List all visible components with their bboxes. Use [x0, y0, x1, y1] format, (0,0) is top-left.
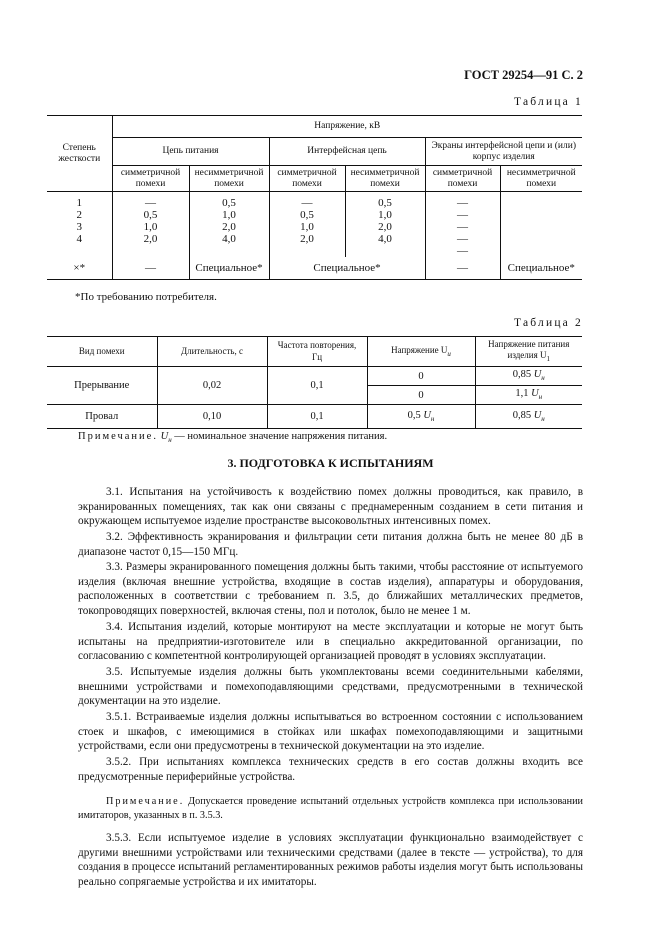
- paragraph-3-2: 3.2. Эффективность экранирования и фильтрации сети питания должна быть не менее 80 дБ в диапазоне частот 0,15—150 МГц.: [78, 531, 583, 558]
- interface-asym: несимметричной помехи: [345, 166, 425, 192]
- table1: [47, 115, 582, 280]
- cell: [112, 245, 189, 257]
- paragraph-3-5-2: 3.5.2. При испытаниях комплекса технических средств в его состав должны входить все предусмотренные периферийные устройства.: [78, 756, 583, 783]
- table1-footnote: *По требованию потребителя.: [75, 291, 217, 303]
- table2-note: [78, 431, 387, 444]
- cell: 2: [76, 208, 82, 221]
- section-title: 3. ПОДГОТОВКА К ИСПЫТАНИЯМ: [227, 456, 434, 470]
- table2-label: Таблица 2: [514, 317, 583, 329]
- paragraph-3-5-3: 3.5.3. Если испытуемое изделие в условиях эксплуатации функционально взаимодействует с другими внешними устройствами или техническими средствами (далее в тексте — устройства), то для создания в процессе испытаний регламентированных режимов работы изделия могут быть использованы реально сопрягаемые устройства и их имитаторы.: [78, 832, 583, 888]
- note-text: Допускается проведение испытаний отдельных устройств комплекса при использовании имитаторов, указанных в п. 3.5.3.: [78, 796, 583, 821]
- col-voltage-text: Напряжение U: [391, 344, 448, 355]
- power-sym: симметричной помехи: [112, 166, 189, 192]
- cell: 2,0: [345, 221, 425, 233]
- cell: 1,0: [112, 221, 189, 233]
- table1-label: Таблица 1: [514, 96, 583, 108]
- cell: —: [112, 257, 189, 280]
- cell: 3: [76, 220, 82, 233]
- cell: —: [425, 209, 500, 221]
- cell: 0,1: [267, 405, 367, 429]
- cell: 0,5: [345, 197, 425, 209]
- cell: [475, 405, 582, 429]
- paragraph-3-4: 3.4. Испытания изделий, которые монтируют на месте эксплуатации и которые не могут быть испытаны на предприятии-изготовителе или в специально аккредитованной организации, по согласованию с компетентной контролирующей организацией проводят в условиях эксплуатации.: [78, 621, 583, 663]
- cell: Специальное*: [269, 257, 425, 280]
- screens-asym: несимметричной помехи: [500, 166, 582, 192]
- unit-sub: н: [538, 393, 543, 402]
- cell: —: [112, 197, 189, 209]
- cell: 4: [76, 232, 82, 245]
- cell: —: [425, 257, 500, 280]
- col-type: Вид помехи: [78, 345, 125, 356]
- cell-value: 0,85: [512, 409, 532, 421]
- cell: 4,0: [345, 233, 425, 245]
- unit-sub: н: [168, 436, 172, 445]
- voltage-header: Напряжение, кВ: [112, 116, 582, 138]
- table-row: [47, 245, 582, 257]
- degree-header: Степень жесткости: [47, 116, 112, 192]
- cell: —: [425, 245, 500, 257]
- cell: [500, 197, 582, 209]
- cell: 1,0: [345, 209, 425, 221]
- note-label: Примечание.: [78, 431, 158, 442]
- cell: [500, 209, 582, 221]
- cell: 0: [367, 367, 475, 386]
- col-freq: Частота повторения, Гц: [267, 337, 367, 367]
- table-row: [47, 221, 582, 233]
- cell: 0,5: [112, 209, 189, 221]
- cell-value: 1,1: [515, 388, 529, 400]
- group-interface: Интерфейсная цепь: [269, 138, 425, 166]
- paragraph-note: [78, 795, 583, 823]
- cell: [500, 233, 582, 245]
- table-row-special: [47, 257, 582, 280]
- cell-value: 0,85: [512, 369, 532, 381]
- paragraph-3-5: 3.5. Испытуемые изделия должны быть укомплектованы всеми соединительными кабелями, внешними устройствами и помехоподавляющими средствами, предусмотренными в технической документации на это изделие.: [78, 666, 583, 708]
- cell: [47, 245, 112, 257]
- table-row: [47, 233, 582, 245]
- cell: Провал: [85, 411, 119, 422]
- cell: 1,0: [189, 209, 269, 221]
- group-power: Цепь питания: [112, 138, 269, 166]
- table-row: [47, 405, 582, 429]
- cell: [189, 245, 269, 257]
- cell: [367, 405, 475, 429]
- power-asym: несимметричной помехи: [189, 166, 269, 192]
- cell: [345, 245, 425, 257]
- note-text: — номинальное значение напряжения питания.: [174, 431, 388, 442]
- cell-value: 0,5: [407, 409, 421, 421]
- table-row: [47, 209, 582, 221]
- cell: 0,5: [189, 197, 269, 209]
- col-voltage: [367, 337, 475, 367]
- cell: —: [425, 221, 500, 233]
- cell: 4,0: [189, 233, 269, 245]
- screens-sym: симметричной помехи: [425, 166, 500, 192]
- paragraph-3-5-1: 3.5.1. Встраиваемые изделия должны испытываться во встроенном состоянии с использованием стоек и шкафов, с имеющимися в стойках или шкафах помехоподавляющими и защитными устройствами, если они предусмотрены в технической документации на это изделие.: [78, 711, 583, 753]
- note-label: Примечание.: [106, 796, 185, 807]
- cell: 0: [367, 386, 475, 405]
- cell: Специальное*: [189, 257, 269, 280]
- cell: 0,02: [157, 367, 267, 405]
- page-header: ГОСТ 29254—91 С. 2: [464, 68, 583, 82]
- cell: [500, 221, 582, 233]
- unit: U: [160, 431, 169, 442]
- col-supply: [475, 337, 582, 367]
- unit-sub: н: [541, 374, 545, 383]
- paragraph-3-1: 3.1. Испытания на устойчивость к воздействию помех должны проводиться, как правило, в экранированных помещениях, так как они связаны с преднамеренным созданием в сети питания и окружающем испытуемое изделие пространстве высоковольтных интенсивных помех.: [78, 486, 583, 528]
- col-supply-sub: 1: [546, 355, 550, 364]
- cell: ×*: [73, 262, 86, 275]
- cell: —: [425, 197, 500, 209]
- cell: 0,5: [269, 209, 345, 221]
- cell: [269, 245, 345, 257]
- cell: [475, 386, 582, 405]
- cell: 1,0: [269, 221, 345, 233]
- cell: [500, 245, 582, 257]
- cell: 1: [76, 196, 82, 209]
- group-screens: Экраны интерфейсной цепи и (или) корпус изделия: [425, 138, 582, 166]
- col-supply-text: Напряжение питания изделия U: [488, 339, 570, 361]
- unit-sub: н: [541, 415, 545, 424]
- col-voltage-sub: и: [447, 349, 451, 358]
- table2: [47, 336, 582, 429]
- unit: U: [531, 388, 539, 400]
- col-duration: Длительность, с: [157, 337, 267, 367]
- unit: U: [423, 409, 431, 421]
- cell: —: [425, 233, 500, 245]
- table-row: [47, 367, 582, 386]
- paragraph-3-3: 3.3. Размеры экранированного помещения должны быть такими, чтобы расстояние от испытуемого изделия (включая внешние устройства, входящие в состав изделия), аппаратуры и оборудования, расположенных в соответствии с требованием п. 3.5, до ближайших металлических предметов, токопроводящих поверхностей, включая стены, пол и потолок, было не менее 1 м.: [78, 561, 583, 617]
- unit: U: [533, 409, 542, 421]
- interface-sym: симметричной помехи: [269, 166, 345, 192]
- cell: 0,1: [267, 367, 367, 405]
- cell: —: [269, 197, 345, 209]
- cell: Специальное*: [500, 257, 582, 280]
- cell: Прерывание: [47, 367, 157, 405]
- table-row: [47, 197, 582, 209]
- cell: 0,10: [157, 405, 267, 429]
- cell: 2,0: [112, 233, 189, 245]
- cell: 2,0: [189, 221, 269, 233]
- unit-sub: н: [430, 415, 435, 424]
- cell: [475, 367, 582, 386]
- unit: U: [533, 369, 542, 381]
- cell: 2,0: [269, 233, 345, 245]
